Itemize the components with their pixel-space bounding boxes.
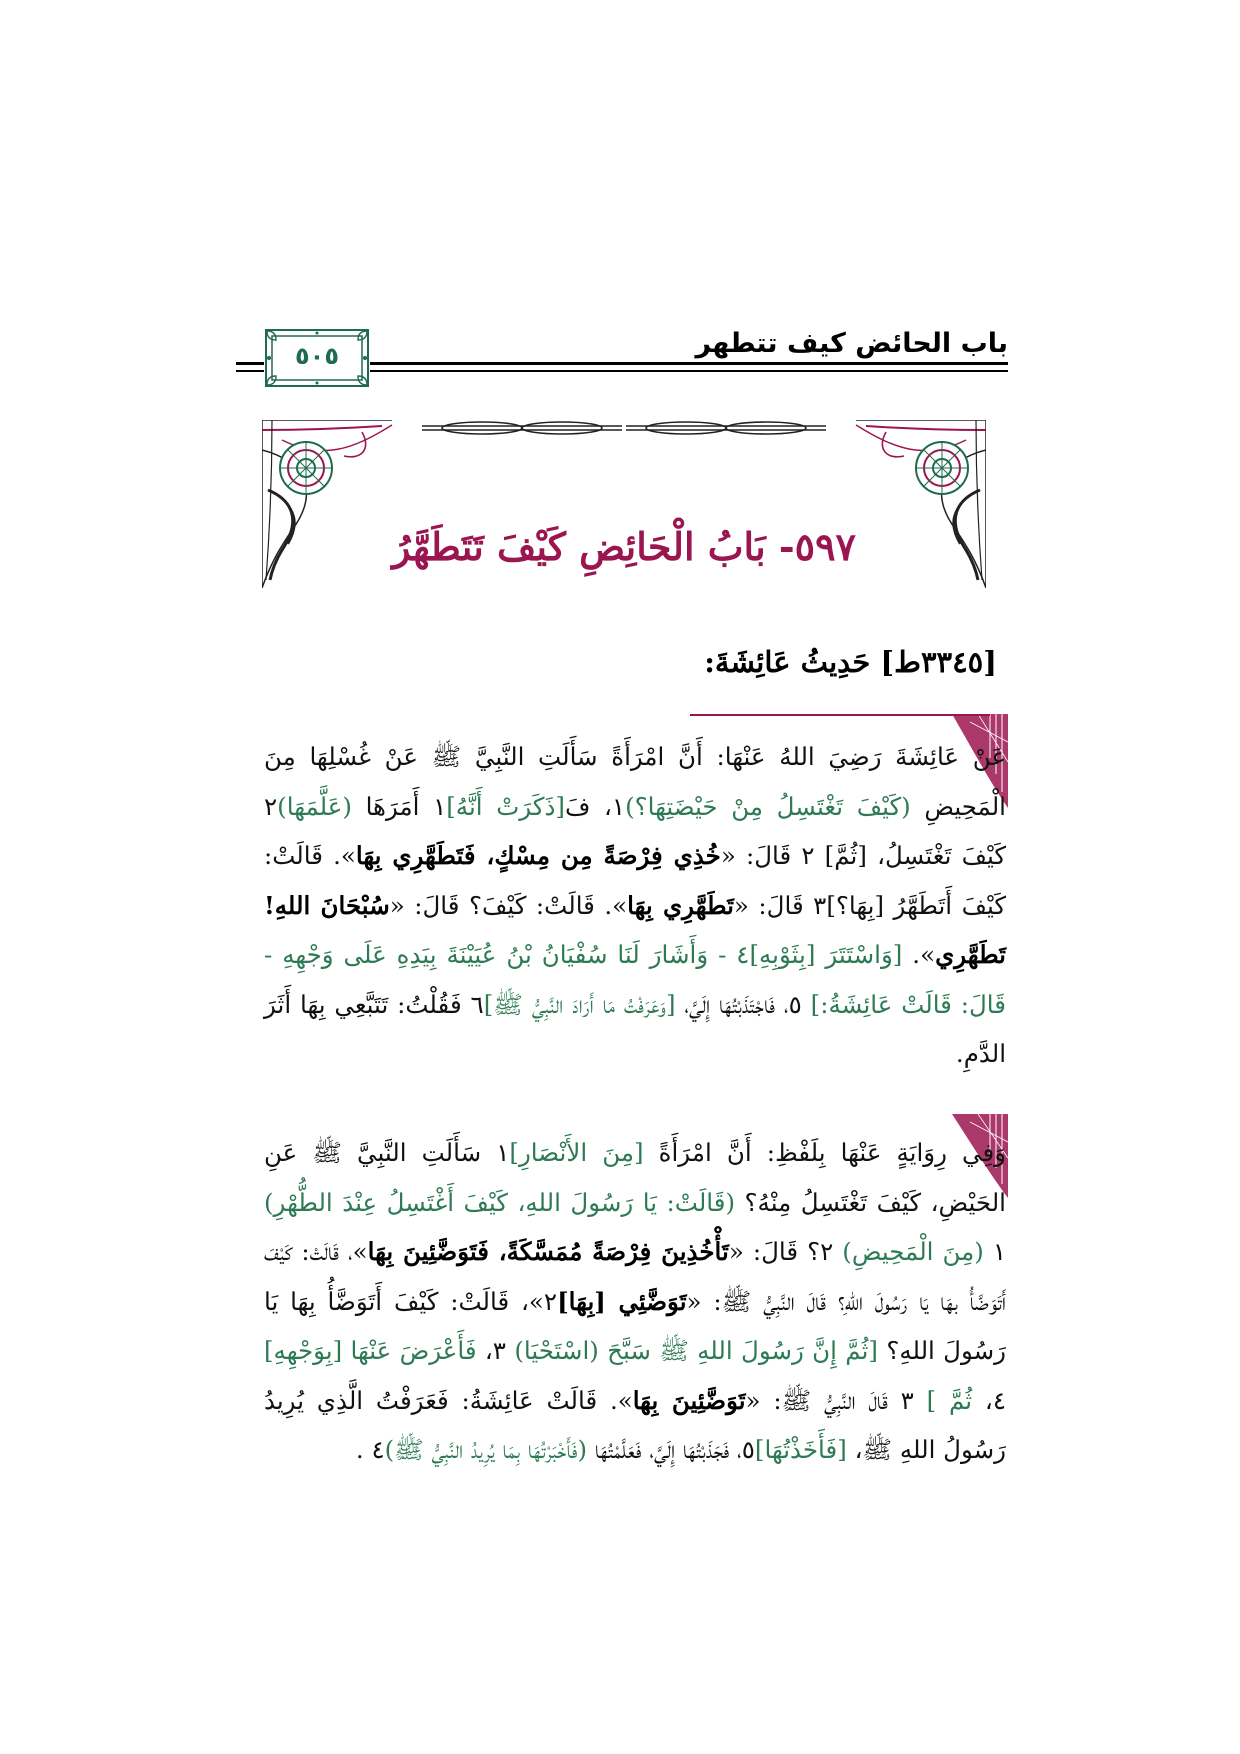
- narration-text: ١: [983, 1237, 1007, 1266]
- cartouche-icon: [422, 422, 826, 434]
- narration-text: ١ سَأَلَتِ النَّبِيَّ ﷺ عَنِ الحَيْضِ، كَيْفَ تَغْتَسِلُ مِنْهُ؟: [264, 1138, 1006, 1217]
- narration-text: ٤ .: [355, 1435, 385, 1464]
- narration-text: وَفِي رِوَايَةٍ عَنْهَا بِلَفْظِ: أَنَّ امْرَأَةً: [643, 1138, 1007, 1167]
- narration-text: ٥، فَاجْتَذَبْتُهَا إِلَيَّ،: [675, 989, 811, 1019]
- narration-text: ١ أَمَرَهَا: [351, 791, 447, 821]
- hadith-text-block: [240, 712, 1010, 1102]
- page-number-frame: [264, 328, 370, 388]
- variant-reading: [مِنَ الأَنْصَارِ]: [509, 1138, 644, 1167]
- prophetic-quote: تَطَهَّرِي بِهَا: [627, 890, 734, 920]
- hadith-heading: [٣٣٤٥ط] حَدِيثُ عَائِشَةَ:: [704, 645, 997, 679]
- variant-reading: (مِنَ الْمَحِيضِ): [842, 1237, 984, 1266]
- variant-reading: ثُمَّ ]: [926, 1385, 973, 1415]
- narration-text: ٢ كَيْفَ تَغْتَسِلُ، [ثُمَّ] ٢ قَالَ: «: [264, 791, 1007, 870]
- variant-reading: فَأَعْرَضَ عَنْهَا [بِوَجْهِهِ]: [264, 1336, 477, 1365]
- variant-reading: [ثُمَّ إِنَّ رَسُولَ اللهِ ﷺ سَبَّحَ (اسْتَحْيَا): [514, 1336, 878, 1365]
- narration-text: ٣ قَالَ النَّبِيُّ ﷺ: «: [745, 1385, 927, 1415]
- variant-reading: (عَلَّمَهَا): [277, 791, 352, 821]
- hadith-paragraph: [264, 732, 1006, 1079]
- narration-text: ٦ فَقُلْتُ: تَتَبَّعِي بِهَا أَثَرَ الدَّمِ.: [264, 989, 1006, 1068]
- variant-reading: [ذَكَرَتْ أَنَّهُ]: [446, 791, 565, 821]
- variant-reading: [وَاسْتَتَرَ [بِثَوْبِهِ]٤ - وَأَشَارَ لَنَا سُفْيَانُ بْنُ عُيَيْنَةَ بِيَدِهِ عَلَى وَجْهِهِ - قَالَ: قَالَتْ عَائِشَةُ:]: [264, 940, 1006, 1019]
- narration-text: عَنْ عَائِشَةَ رَضِيَ اللهُ عَنْهَا: أَنَّ امْرَأَةً سَأَلَتِ النَّبِيَّ ﷺ عَنْ غُسْلِهَا مِنَ الْمَحِيضِ: [264, 742, 1006, 821]
- prophetic-quote: تَأْخُذِينَ فِرْصَةً مُمَسَّكَةً، فَتَوَضَّئِينَ بِهَا: [367, 1237, 729, 1266]
- chapter-title: ٥٩٧- بَابُ الْحَائِضِ كَيْفَ تَتَطَهَّرُ: [392, 524, 856, 569]
- prophetic-quote: سُبْحَانَ اللهِ! تَطَهَّرِي: [264, 890, 1006, 969]
- narration-text: »، قَالَتْ: كَيْفَ أَتَوَضَّأُ بهَا يَا رَسُولَ اللهِ؟ قَالَ النَّبِيُّ ﷺ: «: [264, 1237, 1006, 1316]
- variant-reading: [وَعَرَفْتُ مَا أَرَادَ النَّبِيُّ ﷺ]: [483, 989, 676, 1019]
- chapter-ornament: [262, 420, 986, 588]
- page-number: ٥٠٥: [295, 342, 339, 370]
- variant-reading: (فَأَخْبَرْتُهَا بِمَا يُرِيدُ النَّبِيُّ ﷺ): [384, 1435, 588, 1464]
- narration-text: ».: [902, 940, 936, 969]
- section-divider: [690, 714, 990, 716]
- prophetic-quote: تَوَضَّئِي [بِهَا]: [557, 1286, 687, 1316]
- narration-text: ». قَالَتْ: كَيْفَ أَتَطَهَّرُ [بِهَا؟]٣ قَالَ: «: [264, 841, 1007, 920]
- narration-text: ». قَالَتْ: كَيْفَ؟ قَالَ: «: [389, 890, 628, 920]
- variant-reading: (كَيْفَ تَغْتَسِلُ مِنْ حَيْضَتِهَا؟): [625, 791, 911, 821]
- variant-reading: (قَالَتْ: يَا رَسُولَ اللهِ، كَيْفَ أَغْتَسِلُ عِنْدَ الطُّهْرِ): [264, 1187, 736, 1217]
- prophetic-quote: تَوَضَّئِينَ بِهَا: [632, 1385, 746, 1415]
- narration-text: ٢؟ قَالَ: «: [728, 1237, 843, 1266]
- running-header: [236, 320, 1008, 392]
- narration-text: ٢»، قَالَتْ: كَيْفَ أَتَوَضَّأُ بِهَا يَا رَسُولَ اللهِ؟: [264, 1286, 1006, 1365]
- variant-reading: [فَأَخَذْتُهَا]: [754, 1435, 847, 1464]
- narration-text: ٥، فَجَذَبْتُهَا إِلَيَّ، فَعَلَّمْتُهَا: [587, 1435, 755, 1464]
- riwaya-text-block: [240, 1112, 1010, 1572]
- narration-text: ». قَالَتْ عَائِشَةُ: فَعَرَفْتُ الَّذِي يُرِيدُ رَسُولُ اللهِ ﷺ،: [264, 1385, 1006, 1464]
- narration-text: ٣،: [476, 1336, 515, 1365]
- narration-text: ٤،: [972, 1385, 1006, 1415]
- riwaya-paragraph: [264, 1128, 1006, 1475]
- narration-text: ١، فَ: [564, 791, 626, 821]
- running-title: باب الحائض كيف تتطهر: [695, 328, 1008, 359]
- prophetic-quote: خُذِي فِرْصَةً مِن مِسْكٍ، فَتَطَهَّرِي بِهَا: [355, 841, 721, 870]
